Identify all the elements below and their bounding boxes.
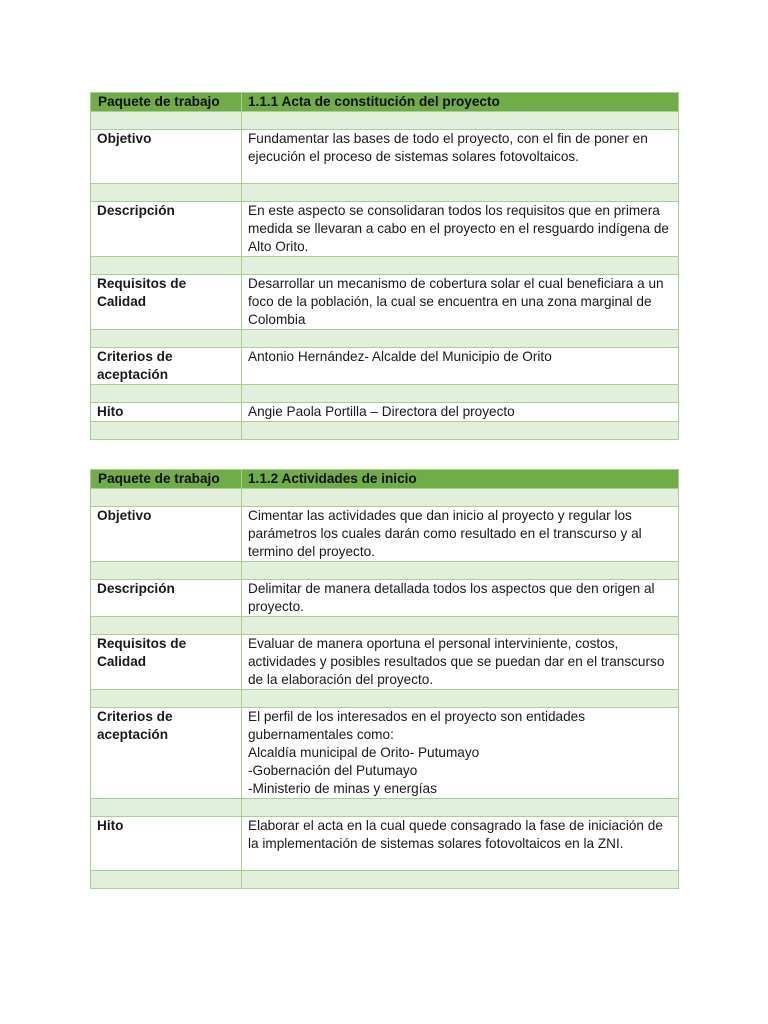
- table-header-row: [91, 470, 679, 489]
- table-row: [91, 507, 679, 562]
- row-value: Delimitar de manera detallada todos los aspectos que den origen al proyecto.: [242, 580, 679, 617]
- header-label: Paquete de trabajo: [91, 93, 242, 112]
- spacer-row: [91, 690, 679, 708]
- row-value: En este aspecto se consolidaran todos los requisitos que en primera medida se llevaran a cabo en el proyecto en el resguardo indígena de Alto Orito.: [242, 202, 679, 257]
- spacer-row: [91, 422, 679, 440]
- row-label: Hito: [91, 817, 242, 871]
- table-row: [91, 708, 679, 799]
- spacer-row: [91, 112, 679, 130]
- table-row: [91, 403, 679, 422]
- spacer-row: [91, 184, 679, 202]
- table-row: [91, 580, 679, 617]
- row-label: Criterios de aceptación: [91, 708, 242, 799]
- work-package-table-1: [90, 92, 679, 440]
- header-value: 1.1.2 Actividades de inicio: [242, 470, 679, 489]
- row-value: Elaborar el acta en la cual quede consagrado la fase de iniciación de la implementación de sistemas solares fotovoltaicos en la ZNI.: [242, 817, 679, 871]
- row-value: Antonio Hernández- Alcalde del Municipio de Orito: [242, 348, 679, 385]
- row-label: Objetivo: [91, 507, 242, 562]
- row-label: Descripción: [91, 580, 242, 617]
- row-label: Objetivo: [91, 130, 242, 184]
- spacer-row: [91, 562, 679, 580]
- table-row: [91, 817, 679, 871]
- spacer-row: [91, 617, 679, 635]
- table-row: [91, 202, 679, 257]
- row-label: Requisitos de Calidad: [91, 635, 242, 690]
- table-row: [91, 130, 679, 184]
- spacer-row: [91, 799, 679, 817]
- spacer-row: [91, 330, 679, 348]
- row-label: Hito: [91, 403, 242, 422]
- header-value: 1.1.1 Acta de constitución del proyecto: [242, 93, 679, 112]
- spacer-row: [91, 871, 679, 889]
- row-value: Fundamentar las bases de todo el proyecto, con el fin de poner en ejecución el proceso de sistemas solares fotovoltaicos.: [242, 130, 679, 184]
- row-label: Descripción: [91, 202, 242, 257]
- table-row: [91, 635, 679, 690]
- spacer-row: [91, 385, 679, 403]
- work-package-table-2: [90, 469, 679, 889]
- row-value: Angie Paola Portilla – Directora del proyecto: [242, 403, 679, 422]
- row-label: Criterios de aceptación: [91, 348, 242, 385]
- row-value: Evaluar de manera oportuna el personal interviniente, costos, actividades y posibles resultados que se puedan dar en el transcurso de la elaboración del proyecto.: [242, 635, 679, 690]
- row-value: Cimentar las actividades que dan inicio al proyecto y regular los parámetros los cuales darán como resultado en el transcurso y al termino del proyecto.: [242, 507, 679, 562]
- header-label: Paquete de trabajo: [91, 470, 242, 489]
- table-row: [91, 348, 679, 385]
- spacer-row: [91, 257, 679, 275]
- row-value: Desarrollar un mecanismo de cobertura solar el cual beneficiara a un foco de la población, la cual se encuentra en una zona marginal de Colombia: [242, 275, 679, 330]
- row-label: Requisitos de Calidad: [91, 275, 242, 330]
- table-header-row: [91, 93, 679, 112]
- table-row: [91, 275, 679, 330]
- row-value: El perfil de los interesados en el proyecto son entidades gubernamentales como: Alcaldía municipal de Orito- Putumayo -Gobernación del Putumayo -Ministerio de minas y energías: [242, 708, 679, 799]
- spacer-row: [91, 489, 679, 507]
